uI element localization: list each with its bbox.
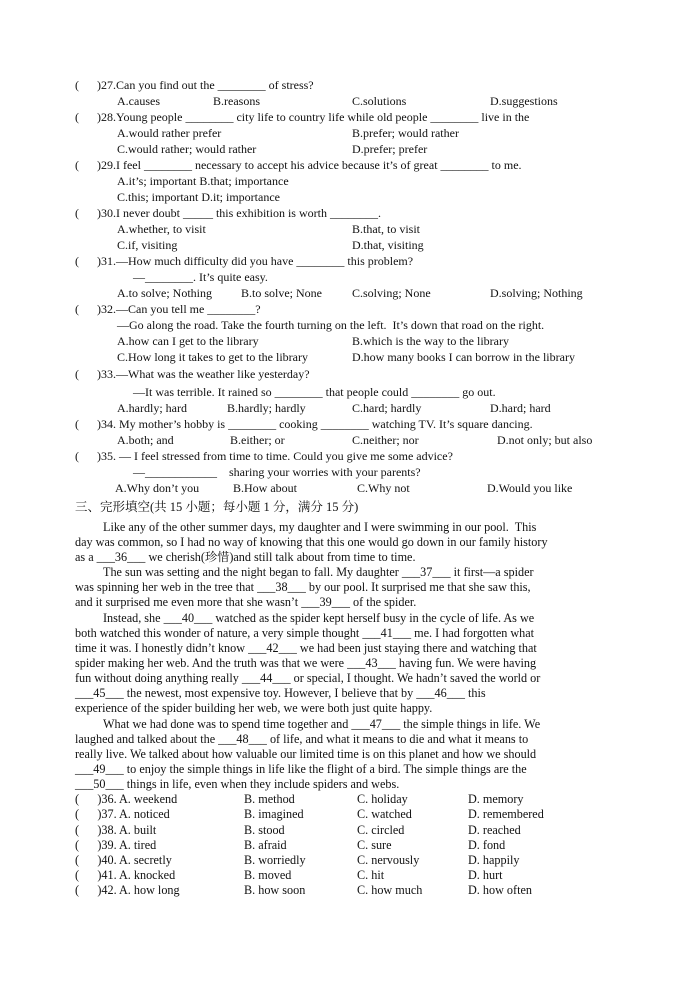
passage-line: ___50___ things in life, even when they include spiders and webs. xyxy=(75,777,400,791)
option-33-d: D.hard; hard xyxy=(490,401,551,415)
passage-line: laughed and talked about the ___48___ of life, and what it means to die and what it means to xyxy=(75,732,529,746)
option-39-b: B. afraid xyxy=(244,838,287,852)
question-31: ( )31.—How much difficulty did you have ________ this problem? xyxy=(75,254,414,268)
option-35-c: C.Why not xyxy=(357,481,410,495)
cloze-question-38: ( )38. A. built xyxy=(75,823,157,837)
option-28-a: A.would rather prefer xyxy=(117,126,222,140)
question-28: ( )28.Young people ________ city life to country life while old people ________ live in the xyxy=(75,110,530,124)
option-41-d: D. hurt xyxy=(468,868,503,882)
option-42-c: C. how much xyxy=(357,883,423,897)
option-39-d: D. fond xyxy=(468,838,506,852)
question-33-reply: —It was terrible. It rained so ________ that people could ________ go out. xyxy=(133,385,496,399)
option-40-c: C. nervously xyxy=(357,853,420,867)
option-28-b: B.prefer; would rather xyxy=(352,126,459,140)
option-33-c: C.hard; hardly xyxy=(352,401,422,415)
option-27-a: A.causes xyxy=(117,94,160,108)
option-41-c: C. hit xyxy=(357,868,385,882)
option-34-c: C.neither; nor xyxy=(352,433,419,447)
option-35-a: A.Why don’t you xyxy=(115,481,200,495)
option-33-b: B.hardly; hardly xyxy=(227,401,306,415)
cloze-question-40: ( )40. A. secretly xyxy=(75,853,172,867)
passage-line: Like any of the other summer days, my daughter and I were swimming in our pool. This xyxy=(103,520,537,534)
option-40-d: D. happily xyxy=(468,853,520,867)
option-34-d: D.not only; but also xyxy=(497,433,593,447)
option-32-b: B.which is the way to the library xyxy=(352,334,509,348)
options-29-cd: C.this; important D.it; importance xyxy=(117,190,280,204)
passage-line: as a ___36___ we cherish(珍惜)and still talk about from time to time. xyxy=(75,550,416,564)
option-27-b: B.reasons xyxy=(213,94,260,108)
option-33-a: A.hardly; hard xyxy=(117,401,187,415)
passage-line: and it surprised me even more that she wasn’t ___39___ of the spider. xyxy=(75,595,417,609)
cloze-question-36: ( )36. A. weekend xyxy=(75,792,178,806)
question-35-reply: —____________ sharing your worries with your parents? xyxy=(133,465,421,479)
passage-line: was spinning her web in the tree that ___38___ by our pool. It surprised me that she saw this, xyxy=(75,580,531,594)
option-37-c: C. watched xyxy=(357,807,412,821)
question-35: ( )35. — I feel stressed from time to time. Could you give me some advice? xyxy=(75,449,453,463)
section-heading: 三、完形填空(共 15 小题；每小题 1 分，满分 15 分) xyxy=(75,500,359,514)
passage-line: The sun was setting and the night began to fall. My daughter ___37___ it first—a spider xyxy=(103,565,534,579)
option-31-b: B.to solve; None xyxy=(241,286,322,300)
option-35-d: D.Would you like xyxy=(487,481,573,495)
passage-line: time it was. I honestly didn’t know ___42___ we had been just staying there and watching that xyxy=(75,641,537,655)
passage-line: What we had done was to spend time together and ___47___ the simple things in life. We xyxy=(103,717,541,731)
option-42-b: B. how soon xyxy=(244,883,306,897)
option-31-c: C.solving; None xyxy=(352,286,431,300)
option-30-b: B.that, to visit xyxy=(352,222,421,236)
passage-line: fun without doing anything really ___44___ or special, I thought. We hadn’t saved the world or xyxy=(75,671,541,685)
option-39-c: C. sure xyxy=(357,838,392,852)
option-37-d: D. remembered xyxy=(468,807,544,821)
question-34: ( )34. My mother’s hobby is ________ cooking ________ watching TV. It’s square dancing. xyxy=(75,417,533,431)
option-38-d: D. reached xyxy=(468,823,521,837)
question-29: ( )29.I feel ________ necessary to accept his advice because it’s of great ________ to me. xyxy=(75,158,522,172)
option-31-a: A.to solve; Nothing xyxy=(117,286,212,300)
cloze-question-42: ( )42. A. how long xyxy=(75,883,180,897)
passage-line: day was common, so I had no way of knowing that this one would go down in our family history xyxy=(75,535,548,549)
option-28-d: D.prefer; prefer xyxy=(352,142,428,156)
option-27-c: C.solutions xyxy=(352,94,407,108)
option-27-d: D.suggestions xyxy=(490,94,558,108)
option-32-c: C.How long it takes to get to the library xyxy=(117,350,308,364)
passage-line: ___45___ the newest, most expensive toy. However, I believe that by ___46___ this xyxy=(75,686,486,700)
passage-line: experience of the spider building her web, we were both just quite happy. xyxy=(75,701,433,715)
option-32-a: A.how can I get to the library xyxy=(117,334,259,348)
option-40-b: B. worriedly xyxy=(244,853,306,867)
cloze-question-41: ( )41. A. knocked xyxy=(75,868,176,882)
question-31-reply: —________. It’s quite easy. xyxy=(133,270,268,284)
option-34-b: B.either; or xyxy=(230,433,285,447)
question-30: ( )30.I never doubt _____ this exhibition is worth ________. xyxy=(75,206,381,220)
option-36-b: B. method xyxy=(244,792,295,806)
passage-line: Instead, she ___40___ watched as the spider kept herself busy in the cycle of life. As we xyxy=(103,611,535,625)
question-33: ( )33.—What was the weather like yesterday? xyxy=(75,367,310,381)
passage-line: really live. We talked about how valuable our limited time is on this planet and how we should xyxy=(75,747,537,761)
option-37-b: B. imagined xyxy=(244,807,304,821)
option-36-c: C. holiday xyxy=(357,792,408,806)
option-42-d: D. how often xyxy=(468,883,532,897)
option-30-a: A.whether, to visit xyxy=(117,222,206,236)
option-36-d: D. memory xyxy=(468,792,524,806)
cloze-question-39: ( )39. A. tired xyxy=(75,838,157,852)
option-34-a: A.both; and xyxy=(117,433,174,447)
option-28-c: C.would rather; would rather xyxy=(117,142,257,156)
option-31-d: D.solving; Nothing xyxy=(490,286,583,300)
passage-line: both watched this wonder of nature, a very simple thought ___41___ me. I had forgotten what xyxy=(75,626,535,640)
option-32-d: D.how many books I can borrow in the library xyxy=(352,350,575,364)
option-35-b: B.How about xyxy=(233,481,297,495)
question-32-reply: —Go along the road. Take the fourth turning on the left. It’s down that road on the right. xyxy=(117,318,545,332)
option-41-b: B. moved xyxy=(244,868,292,882)
option-38-c: C. circled xyxy=(357,823,405,837)
options-29-ab: A.it’s; important B.that; importance xyxy=(117,174,289,188)
cloze-question-37: ( )37. A. noticed xyxy=(75,807,170,821)
option-38-b: B. stood xyxy=(244,823,285,837)
question-27: ( )27.Can you find out the ________ of stress? xyxy=(75,78,314,92)
passage-line: spider making her web. And the truth was that we were ___43___ having fun. We were having xyxy=(75,656,537,670)
option-30-c: C.if, visiting xyxy=(117,238,178,252)
option-30-d: D.that, visiting xyxy=(352,238,424,252)
question-32: ( )32.—Can you tell me ________? xyxy=(75,302,261,316)
passage-line: ___49___ to enjoy the simple things in life like the flight of a bird. The simple things are the xyxy=(75,762,527,776)
